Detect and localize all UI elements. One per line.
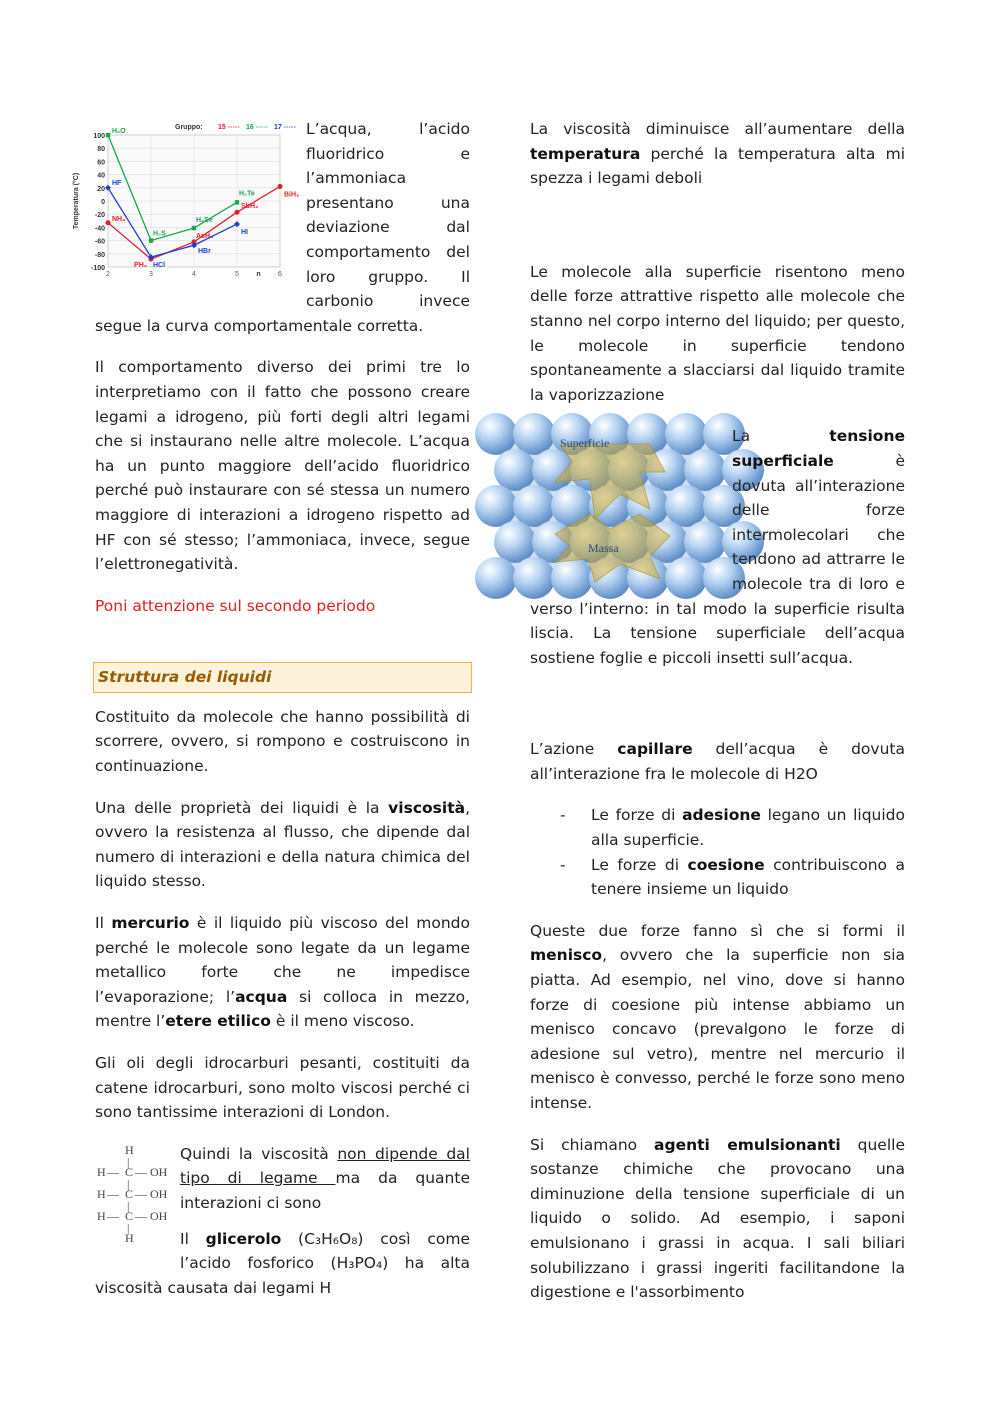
- y-tick-label: 20: [97, 185, 105, 193]
- spacer: [530, 208, 905, 260]
- paragraph-mercury: [95, 911, 470, 1034]
- point-label: AsH₃: [196, 232, 214, 240]
- bullet-dash: -: [560, 855, 566, 874]
- y-tick-label: -100: [90, 265, 105, 272]
- group-oh: OH: [150, 1164, 168, 1179]
- text: dell’acqua è dovuta all’interazione fra le molecole di H2O: [530, 740, 905, 783]
- text: Il: [180, 1229, 206, 1248]
- text: è dovuta all’interazione delle forze intermolecolari che tendono ad attrarre le molecole tra di loro e verso l’interno: in tal modo la superficie risulta liscia. La tensione superficiale dell’acqua sostiene foglie e piccoli insetti sull’acqua.: [530, 451, 905, 667]
- term-meniscus: menisco: [530, 946, 603, 965]
- data-point: [278, 184, 283, 189]
- atom-h: H: [97, 1208, 106, 1223]
- label-superficie: Superficie: [560, 436, 610, 451]
- molecule-sphere: [665, 413, 707, 455]
- paragraph-surface-molecules: Le molecole alla superficie risentono meno delle forze attrattive rispetto alle molecole che stanno nel corpo interno del liquido; per questo, le molecole in superficie tendono spontaneamente a slacciarsi dal liquido tramite la vaporizzazione: [530, 262, 905, 404]
- molecule-sphere: [684, 521, 726, 563]
- left-column: [73, 117, 470, 1317]
- data-point: [106, 220, 111, 225]
- text: quelle sostanze chimiche che provocano una diminuzione della tensione superficiale di un liquido o solido. Ad esempio, i saponi emulsionano i grassi in acqua. I sali biliari solubilizzano i grassi ingeriti facilitandone la digestione e l'assorbimento: [530, 1135, 905, 1302]
- term-cohesion: coesione: [687, 855, 765, 874]
- text: ma da quante interazioni ci sono: [180, 1169, 470, 1212]
- molecule-sphere: [494, 449, 536, 491]
- y-tick-label: 100: [93, 133, 105, 140]
- point-label: NH₃: [112, 215, 126, 223]
- term-water: acqua: [235, 987, 288, 1006]
- paragraph-oils: Gli oli degli idrocarburi pesanti, costituiti da catene idrocarburi, sono molto viscosi perché ci sono tantissime interazioni di London.: [95, 1054, 470, 1122]
- y-tick-label: 0: [101, 199, 105, 206]
- data-point: [149, 238, 153, 242]
- molecule-sphere: [665, 485, 707, 527]
- y-tick-label: -40: [94, 225, 105, 233]
- term-emulsifiers: agenti emulsionanti: [654, 1135, 841, 1154]
- text: Le forze di: [591, 806, 683, 825]
- bond-h: —: [107, 1164, 119, 1179]
- bullet-dash: -: [560, 806, 566, 825]
- legend-entry: 15: [218, 124, 226, 131]
- y-tick-label: -60: [94, 238, 105, 246]
- group-oh: OH: [150, 1208, 168, 1223]
- term-mercury: mercurio: [111, 914, 190, 933]
- group-oh: OH: [150, 1186, 168, 1201]
- text: perché la temperatura alta mi spezza i legami deboli: [530, 144, 905, 188]
- point-label: PH₃: [134, 262, 147, 270]
- molecule-sphere: [513, 413, 555, 455]
- bond-v: |: [127, 1154, 130, 1169]
- point-label: HF: [112, 179, 122, 187]
- molecule-sphere: [513, 557, 555, 599]
- text: contribuiscono a tenere insieme un liquido: [591, 855, 906, 899]
- y-tick-label: 60: [97, 159, 105, 167]
- molecule-sphere: [551, 557, 593, 599]
- glycerol-svg: [95, 1142, 172, 1245]
- data-point: [235, 210, 240, 215]
- atom-h: H: [97, 1164, 106, 1179]
- molecule-sphere: [494, 521, 536, 563]
- term-surface-tension: tensione superficiale: [732, 427, 905, 470]
- data-point: [235, 200, 239, 204]
- text: , ovvero che la superficie non sia piatta. Ad esempio, nel vino, dove si hanno forze di coesione più intense abbiamo un menisco concavo (prevalgono le forze di adesione sul vetro), mentre nel mercurio il menisco è convesso, perché le forze sono meno intense.: [530, 946, 905, 1112]
- text: L’azione: [530, 740, 618, 759]
- point-label: HI: [241, 229, 248, 237]
- text: (C₃H₆O₈) così come l’acido fosforico (H₃PO₄) ha alta viscosità causata dai legami H: [95, 1229, 470, 1297]
- atom-c: C: [125, 1164, 134, 1179]
- section-heading: Struttura dei liquidi: [93, 662, 472, 693]
- label-massa: Massa: [588, 541, 619, 556]
- bond-h: —: [135, 1164, 147, 1179]
- text: Quindi la viscosità: [180, 1144, 338, 1163]
- paragraph-temperature: [530, 117, 905, 191]
- y-tick-label: 80: [97, 146, 105, 154]
- paragraph-deviation: L’acqua, l’acido fluoridrico e l’ammoniaca presentano una deviazione dal comportamento del loro gruppo. Il carbonio invece segue la curva comportamentale corretta.: [95, 120, 470, 335]
- note-second-period: Poni attenzione sul secondo periodo: [95, 596, 376, 615]
- paragraph-capillary: [530, 737, 905, 786]
- bond-v: |: [127, 1198, 130, 1213]
- y-tick-label: -80: [94, 251, 105, 259]
- spacer: [530, 687, 905, 737]
- point-label: HBr: [198, 248, 211, 256]
- text: Una delle proprietà dei liquidi è la: [95, 798, 389, 817]
- text: è il liquido più viscoso del mondo perché le molecole sono legate da un legame metallico forte che ne impedisce l’evaporazione; l’: [95, 914, 470, 1006]
- point-label: BiH₃: [284, 191, 300, 199]
- text: si colloca in mezzo, mentre l’: [95, 987, 470, 1031]
- text: Si chiamano: [530, 1135, 655, 1154]
- term-ether: etere etilico: [165, 1012, 271, 1031]
- term-adhesion: adesione: [682, 806, 761, 825]
- text: La: [732, 427, 830, 446]
- term-capillary: capillare: [617, 740, 693, 759]
- y-axis-label: Temperatura (°C): [73, 172, 80, 230]
- point-label: H₂S: [153, 230, 166, 238]
- bond-h: —: [135, 1186, 147, 1201]
- term-temperature: temperatura: [530, 144, 641, 163]
- atom-h: H: [125, 1230, 134, 1245]
- list-item-adhesion: [530, 803, 905, 852]
- legend-entry: 16: [246, 124, 254, 131]
- x-tick-label: 3: [149, 271, 153, 278]
- molecule-sphere: [475, 413, 517, 455]
- x-axis-label: n: [256, 271, 261, 278]
- point-label: H₂Se: [196, 217, 213, 225]
- paragraph-emulsifiers: [530, 1133, 905, 1305]
- chart-svg: [70, 117, 300, 292]
- data-point: [106, 133, 110, 137]
- right-column: [530, 117, 905, 1322]
- molecule-sphere: [684, 449, 726, 491]
- boiling-point-chart: [70, 117, 300, 292]
- list-item-cohesion: [530, 853, 905, 902]
- x-tick-label: 4: [192, 271, 196, 278]
- paragraph-liquid-structure: Costituito da molecole che hanno possibilità di scorrere, ovvero, si rompono e costruiscono in continuazione.: [95, 707, 470, 776]
- underlined-text: non dipende dal tipo di legame: [180, 1144, 470, 1188]
- forces-list: [530, 803, 905, 901]
- molecules-illustration: [500, 424, 718, 586]
- glycerol-structure: [95, 1142, 172, 1250]
- text: , ovvero la resistenza al flusso, che dipende dal numero di interazioni e della natura chimica del liquido stesso.: [95, 798, 470, 891]
- text: Queste due forze fanno sì che si formi il: [530, 921, 905, 940]
- point-label: HCl: [153, 262, 166, 270]
- x-tick-label: 6: [278, 271, 282, 278]
- bond-v: |: [127, 1176, 130, 1191]
- legend-title: Gruppo:: [175, 124, 203, 131]
- atom-h: H: [125, 1142, 134, 1157]
- point-label: SbH₃: [241, 203, 259, 211]
- atom-h: H: [97, 1186, 106, 1201]
- molecule-sphere: [475, 485, 517, 527]
- term-viscosity: viscosità: [388, 798, 466, 817]
- surface-tension-image: [500, 424, 718, 594]
- text: è il meno viscoso.: [270, 1012, 415, 1031]
- term-glycerol: glicerolo: [205, 1229, 282, 1248]
- x-tick-label: 5: [235, 271, 239, 278]
- bond-h: —: [135, 1208, 147, 1223]
- data-point: [192, 226, 196, 230]
- y-tick-label: -20: [94, 212, 105, 220]
- text: legano un liquido alla superficie.: [591, 806, 905, 850]
- molecule-sphere: [513, 485, 555, 527]
- bond-h: —: [107, 1186, 119, 1201]
- atom-c: C: [125, 1208, 134, 1223]
- molecule-sphere: [665, 557, 707, 599]
- point-label: H₂Te: [239, 190, 255, 198]
- paragraph-hydrogen-bonds: Il comportamento diverso dei primi tre lo interpretiamo con il fatto che possono creare legami a idrogeno, più forti degli altri legami che si instaurano nelle altre molecole. L’acqua ha un punto maggiore dell’acido fluoridrico perché può instaurare con sé stessa un numero maggiore di interazioni a idrogeno rispetto ad HF con sé stesso; l’ammoniaca, invece, segue l’elettronegatività.: [95, 358, 470, 574]
- paragraph-meniscus: [530, 919, 905, 1116]
- molecule-sphere: [475, 557, 517, 599]
- text: La viscosità diminuisce all’aumentare della: [530, 120, 905, 138]
- atom-c: C: [125, 1186, 134, 1201]
- y-tick-label: 40: [97, 172, 105, 180]
- x-tick-label: 2: [106, 271, 110, 278]
- text: Le forze di: [591, 855, 688, 874]
- bond-h: —: [107, 1208, 119, 1223]
- point-label: H₂O: [112, 128, 126, 135]
- paragraph-viscosity: [95, 796, 470, 894]
- text: Il: [95, 914, 112, 933]
- legend-entry: 17: [274, 124, 282, 131]
- bond-v: |: [127, 1220, 130, 1235]
